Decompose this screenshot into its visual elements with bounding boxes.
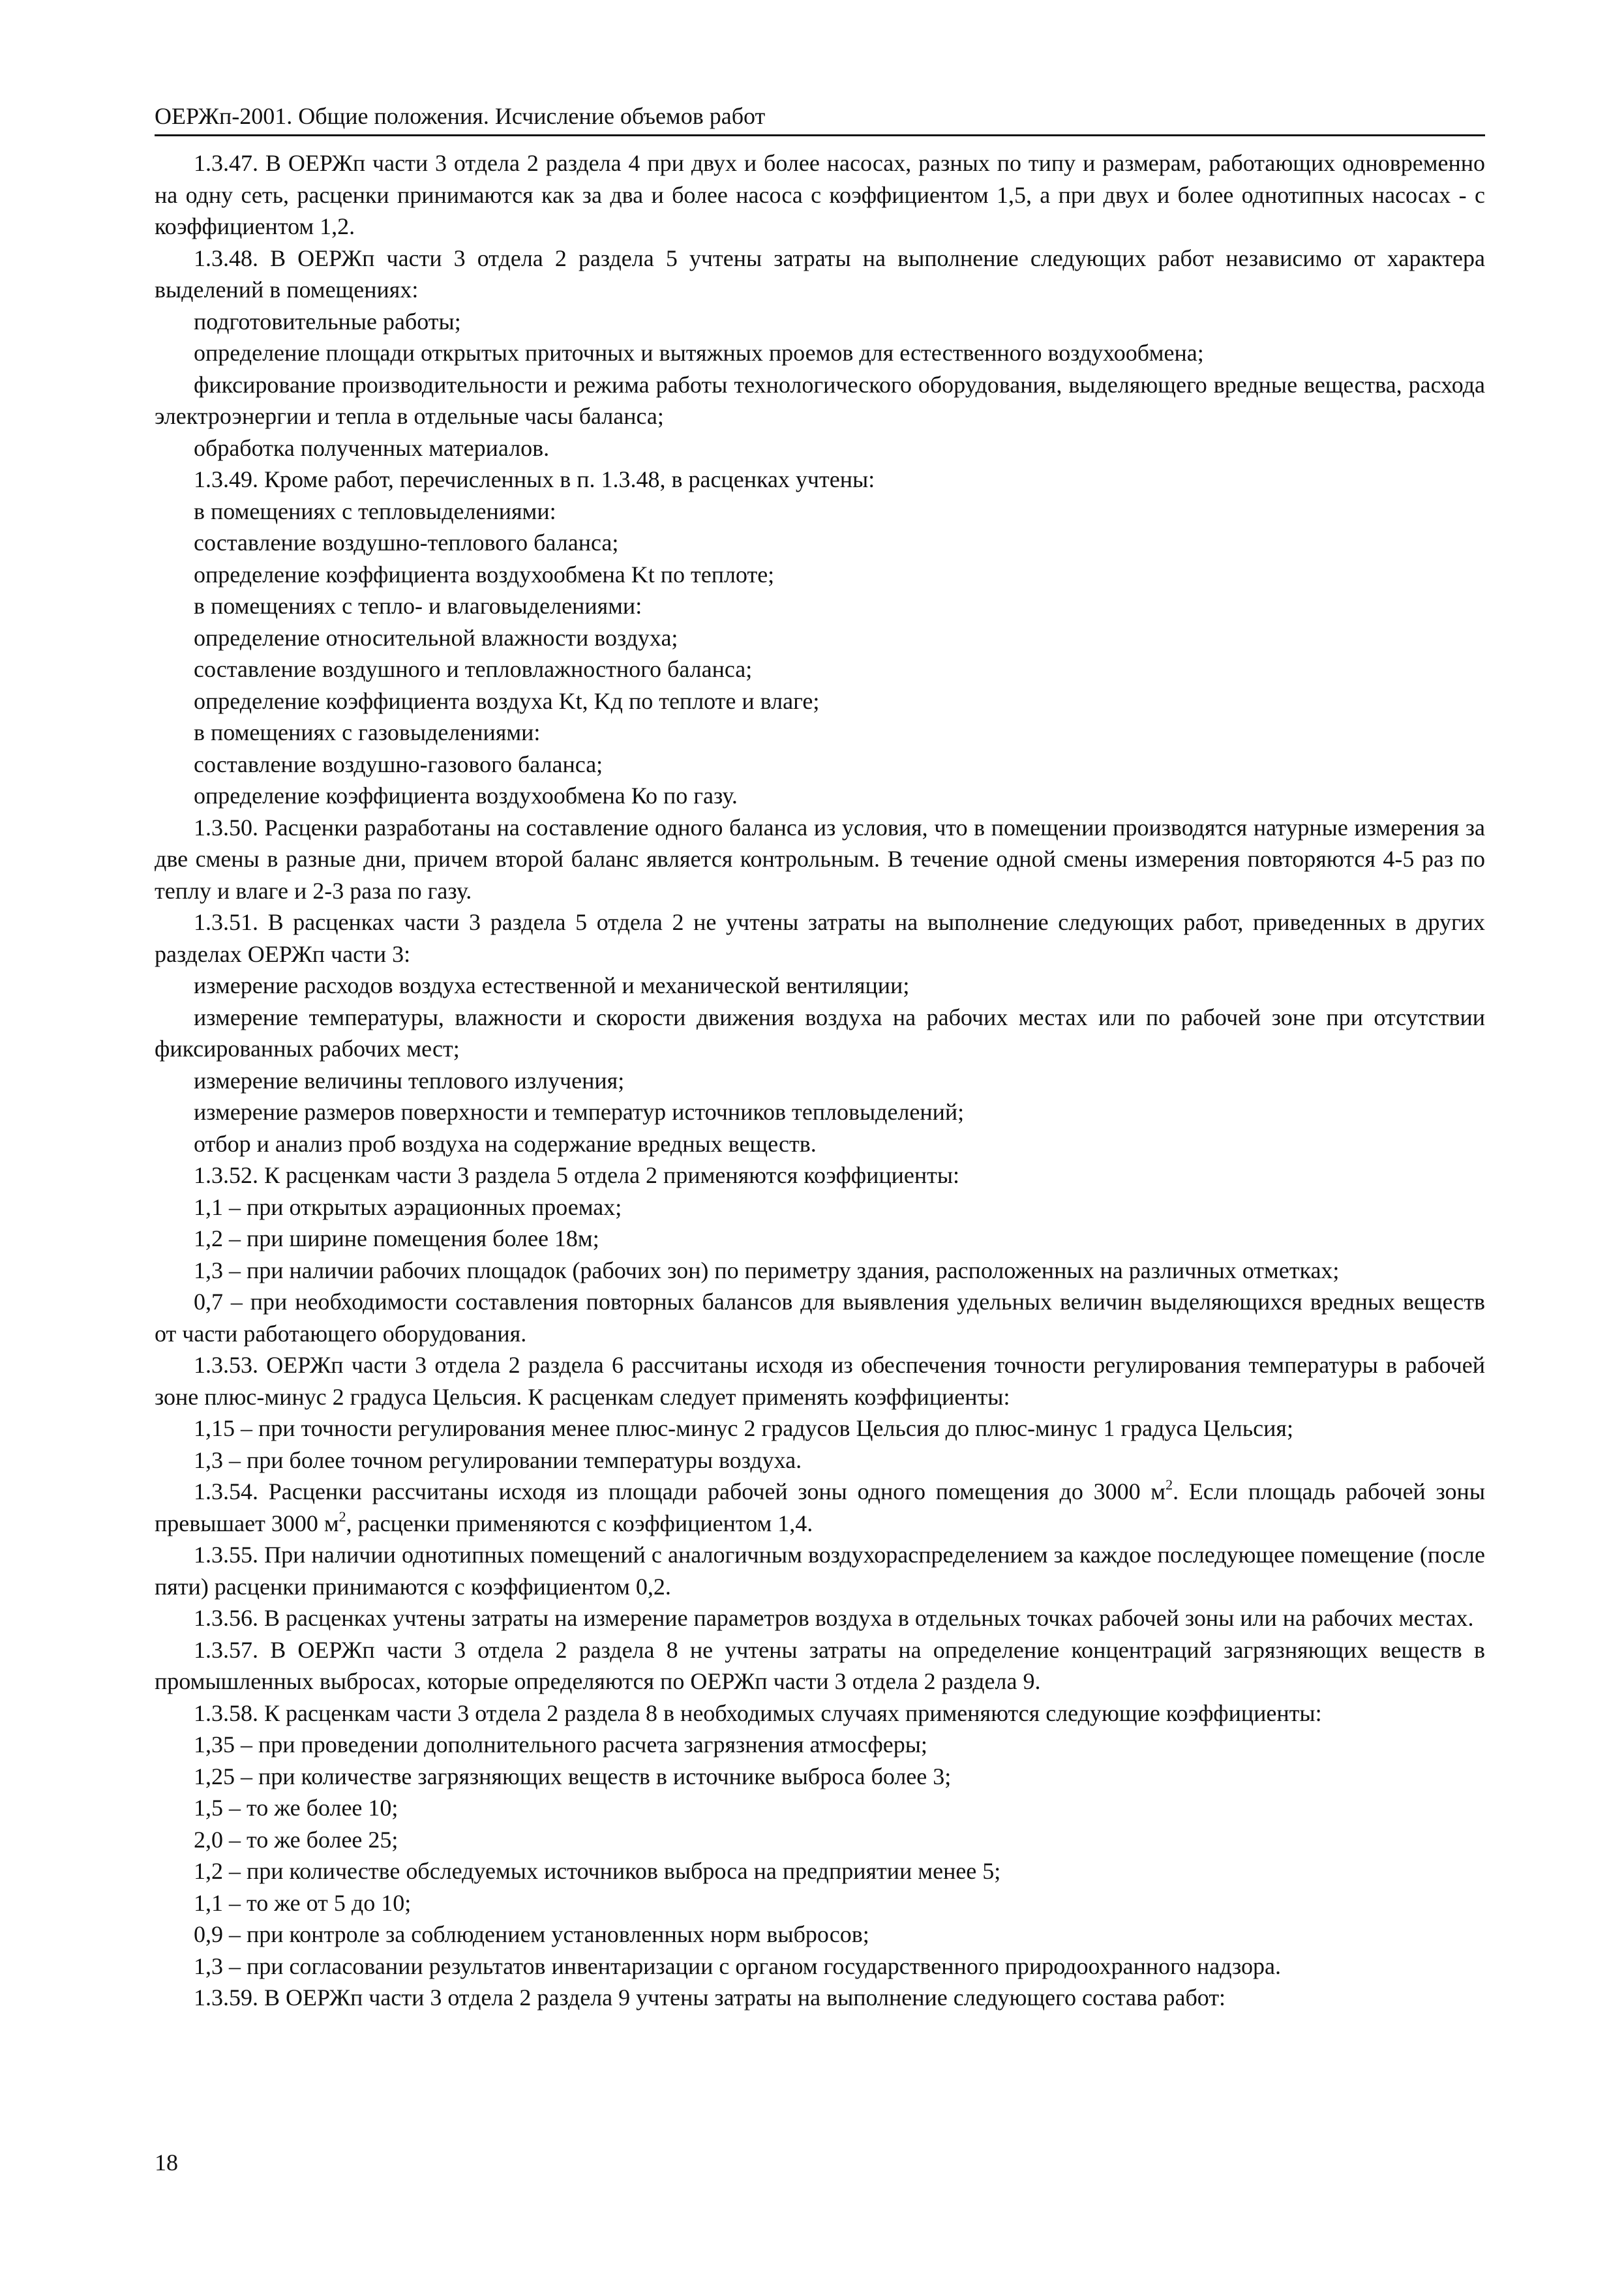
paragraph-1-3-51: 1.3.51. В расценках части 3 раздела 5 отдела 2 не учтены затраты на выполнение следующих работ, приведенных в других разделах ОЕРЖп части 3: <box>155 909 1485 967</box>
paragraph-1-3-55: 1.3.55. При наличии однотипных помещений с аналогичным воздухораспределением за каждое последующее помещение (после пяти) расценки принимаются с коэффициентом 0,2. <box>155 1542 1485 1600</box>
list-item: измерение размеров поверхности и температур источников тепловыделений; <box>194 1099 965 1125</box>
document-body <box>155 147 1485 2014</box>
paragraph-text: , расценки применяются с коэффициентом 1,4. <box>346 1510 813 1536</box>
list-item: 0,7 – при необходимости составления повторных балансов для выявления удельных величин выделяющихся вредных веществ от части работающего оборудования. <box>155 1289 1485 1347</box>
superscript: 2 <box>1165 1476 1173 1493</box>
list-item: отбор и анализ проб воздуха на содержание вредных веществ. <box>194 1130 817 1157</box>
page-header <box>155 98 1485 136</box>
list-item: 0,9 – при контроле за соблюдением установленных норм выбросов; <box>194 1921 869 1947</box>
list-item: определение относительной влажности воздуха; <box>194 624 678 651</box>
list-item: 1,2 – при ширине помещения более 18м; <box>194 1225 599 1251</box>
paragraph-1-3-53: 1.3.53. ОЕРЖп части 3 отдела 2 раздела 6 рассчитаны исходя из обеспечения точности регулирования температуры в рабочей зоне плюс-минус 2 градуса Цельсия. К расценкам следует применять коэффициенты: <box>155 1352 1485 1410</box>
list-item: в помещениях с тепло- и влаговыделениями: <box>194 593 642 619</box>
list-item: составление воздушно-теплового баланса; <box>194 530 619 556</box>
list-item: составление воздушного и тепловлажностного баланса; <box>194 656 753 682</box>
list-item: в помещениях с тепловыделениями: <box>194 498 556 524</box>
list-item: обработка полученных материалов. <box>194 434 550 461</box>
paragraph-1-3-52: 1.3.52. К расценкам части 3 раздела 5 отдела 2 применяются коэффициенты: <box>194 1162 960 1188</box>
list-item: 1,25 – при количестве загрязняющих веществ в источнике выброса более 3; <box>194 1763 952 1789</box>
paragraph-1-3-58: 1.3.58. К расценкам части 3 отдела 2 раздела 8 в необходимых случаях применяются следующие коэффициенты: <box>194 1699 1322 1726</box>
list-item: 1,3 – при согласовании результатов инвентаризации с органом государственного природоохранного надзора. <box>194 1952 1281 1979</box>
list-item: 1,15 – при точности регулирования менее плюс-минус 2 градусов Цельсия до плюс-минус 1 градуса Цельсия; <box>194 1415 1293 1441</box>
paragraph-1-3-56: 1.3.56. В расценках учтены затраты на измерение параметров воздуха в отдельных точках рабочей зоны или на рабочих местах. <box>194 1605 1474 1631</box>
list-item: 1,1 – при открытых аэрационных проемах; <box>194 1193 622 1220</box>
paragraph-text: . Если площадь рабочей зоны превышает 3000 м <box>155 1478 1485 1536</box>
list-item: 1,1 – то же от 5 до 10; <box>194 1889 412 1916</box>
paragraph-1-3-57: 1.3.57. В ОЕРЖп части 3 отдела 2 раздела 8 не учтены затраты на определение концентраций загрязняющих веществ в промышленных выбросах, которые определяются по ОЕРЖп части 3 отдела 2 раздела 9. <box>155 1636 1485 1694</box>
list-item: в помещениях с газовыделениями: <box>194 719 541 745</box>
paragraph-1-3-48: 1.3.48. В ОЕРЖп части 3 отдела 2 раздела 5 учтены затраты на выполнение следующих работ независимо от характера выделений в помещениях: <box>155 245 1485 303</box>
list-item: составление воздушно-газового баланса; <box>194 751 603 777</box>
list-item: 1,2 – при количестве обследуемых источников выброса на предприятии менее 5; <box>194 1858 1001 1884</box>
paragraph-text: 1.3.54. Расценки рассчитаны исходя из площади рабочей зоны одного помещения до 3000 м <box>194 1478 1166 1504</box>
superscript: 2 <box>338 1508 346 1525</box>
list-item: 2,0 – то же более 25; <box>194 1826 398 1853</box>
page-number: 18 <box>155 2149 178 2176</box>
paragraph-1-3-50: 1.3.50. Расценки разработаны на составление одного баланса из условия, что в помещении производятся натурные измерения за две смены в разные дни, причем второй баланс является контрольным. В течение одной смены измерения повторяются 4-5 раз по теплу и влаге и 2-3 раза по газу. <box>155 814 1485 904</box>
list-item: фиксирование производительности и режима работы технологического оборудования, выделяющего вредные вещества, расхода электроэнергии и тепла в отдельные часы баланса; <box>155 371 1485 429</box>
list-item: подготовительные работы; <box>194 308 461 335</box>
list-item: 1,3 – при наличии рабочих площадок (рабочих зон) по периметру здания, расположенных на различных отметках; <box>194 1257 1340 1283</box>
list-item: определение коэффициента воздухообмена Ко по газу. <box>194 783 738 809</box>
paragraph-1-3-49: 1.3.49. Кроме работ, перечисленных в п. 1.3.48, в расценках учтены: <box>194 466 875 492</box>
list-item: определение коэффициента воздухообмена Kt по теплоте; <box>194 561 775 588</box>
paragraph-1-3-59: 1.3.59. В ОЕРЖп части 3 отдела 2 раздела 9 учтены затраты на выполнение следующего состава работ: <box>194 1984 1226 2011</box>
list-item: 1,5 – то же более 10; <box>194 1795 398 1821</box>
list-item: измерение температуры, влажности и скорости движения воздуха на рабочих местах или по рабочей зоне при отсутствии фиксированных рабочих мест; <box>155 1004 1485 1062</box>
paragraph-1-3-47: 1.3.47. В ОЕРЖп части 3 отдела 2 раздела 4 при двух и более насосах, разных по типу и размерам, работающих одновременно на одну сеть, расценки принимаются как за два и более насоса с коэффициентом 1,5, а при двух и более однотипных насосах - с коэффициентом 1,2. <box>155 150 1485 239</box>
list-item: 1,3 – при более точном регулировании температуры воздуха. <box>194 1446 802 1473</box>
header-title: ОЕРЖп-2001. Общие положения. Исчисление объемов работ <box>155 103 766 129</box>
list-item: определение площади открытых приточных и вытяжных проемов для естественного воздухообмена; <box>194 340 1204 366</box>
paragraph-1-3-54 <box>155 1476 1485 1539</box>
list-item: измерение величины теплового излучения; <box>194 1067 625 1094</box>
list-item: определение коэффициента воздуха Kt, Kд по теплоте и влаге; <box>194 687 820 714</box>
list-item: измерение расходов воздуха естественной и механической вентиляции; <box>194 972 910 998</box>
list-item: 1,35 – при проведении дополнительного расчета загрязнения атмосферы; <box>194 1731 927 1758</box>
